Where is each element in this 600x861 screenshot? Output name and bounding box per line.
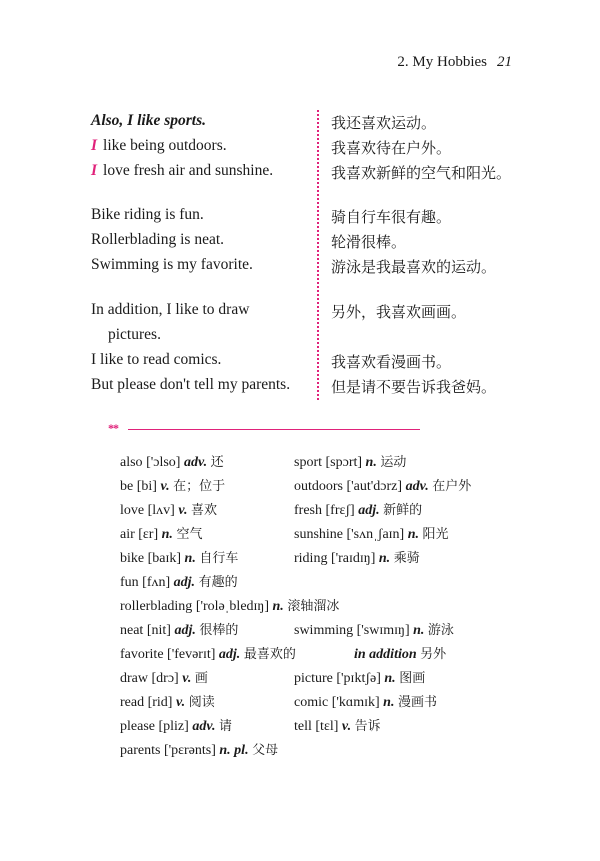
sentence-en: I like to read comics. (91, 351, 222, 368)
sentence-en: Bike riding is fun. (91, 206, 204, 223)
sentence-en: pictures. (108, 326, 161, 343)
page-number: 21 (497, 54, 512, 70)
vocab-entry: favorite ['fevərɪt] adj. 最喜欢的 (120, 647, 296, 662)
vocab-entry: read [rid] v. 阅读 (120, 695, 215, 710)
vocab-entry: sport [spɔrt] n. 运动 (294, 455, 407, 470)
vocab-entry: be [bi] v. 在；位于 (120, 479, 226, 494)
vocab-entry: please [pliz] adv. 请 (120, 719, 233, 734)
sentence-cn: 我喜欢待在户外。 (331, 139, 452, 157)
vocab-entry: riding ['raɪdɪŋ] n. 乘骑 (294, 551, 420, 566)
vocab-entry: love [lʌv] v. 喜欢 (120, 503, 218, 518)
vocab-entry: sunshine ['sʌnˌʃaɪn] n. 阳光 (294, 527, 449, 542)
vocab-entry: comic ['kɑmɪk] n. 漫画书 (294, 695, 437, 710)
vocab-entry: fun [fʌn] adj. 有趣的 (120, 575, 238, 590)
vocab-entry: bike [baɪk] n. 自行车 (120, 551, 239, 566)
vocab-entry: rollerblading ['roləˌbledɪŋ] n. 滚轴溜冰 (120, 599, 340, 614)
vocab-entry: draw [drɔ] v. 画 (120, 671, 208, 686)
sentence-en: Rollerblading is neat. (91, 231, 225, 248)
chapter-title: 2. My Hobbies (397, 54, 487, 70)
vocab-entry: swimming ['swɪmɪŋ] n. 游泳 (294, 623, 454, 638)
vocab-rule (128, 429, 420, 430)
sentence-cn: 我喜欢看漫画书。 (331, 353, 452, 371)
vocab-entry: fresh [frɛʃ] adj. 新鲜的 (294, 503, 423, 518)
vocab-header (108, 421, 420, 437)
sentence-en: But please don't tell my parents. (91, 376, 291, 393)
sentence-cn: 游泳是我最喜欢的运动。 (331, 258, 497, 276)
sentence-en: In addition, I like to draw (91, 301, 250, 318)
speaker-marker: I (91, 162, 98, 179)
vocab-marker: ** (108, 421, 118, 435)
vocab-entry: picture ['pɪktʃə] n. 图画 (294, 671, 426, 686)
sentence-cn: 但是请不要告诉我爸妈。 (331, 378, 497, 396)
vocab-entry: in addition 另外 (354, 647, 447, 662)
sentence-cn: 我喜欢新鲜的空气和阳光。 (331, 164, 512, 182)
vocab-entry: air [ɛr] n. 空气 (120, 527, 203, 542)
column-divider (317, 110, 319, 400)
sentence-en: Swimming is my favorite. (91, 256, 253, 273)
sentence-cn: 另外，我喜欢画画。 (331, 303, 467, 321)
vocab-entry: also ['ɔlso] adv. 还 (120, 455, 224, 470)
speaker-marker: I (91, 137, 98, 154)
vocab-entry: neat [nit] adj. 很棒的 (120, 623, 239, 638)
vocab-entry: outdoors ['aut'dɔrz] adv. 在户外 (294, 479, 472, 494)
sentence-en: I love fresh air and sunshine. (91, 162, 274, 179)
vocab-entry: tell [tɛl] v. 告诉 (294, 719, 381, 734)
sentence-cn: 骑自行车很有趣。 (331, 208, 452, 226)
page-header (397, 54, 512, 71)
sentence-en: Also, I like sports. (91, 112, 206, 129)
sentence-en: I like being outdoors. (91, 137, 227, 154)
vocab-entry: parents ['pɛrənts] n. pl. 父母 (120, 743, 279, 758)
sentence-cn: 我还喜欢运动。 (331, 114, 437, 132)
sentence-cn: 轮滑很棒。 (331, 233, 407, 251)
